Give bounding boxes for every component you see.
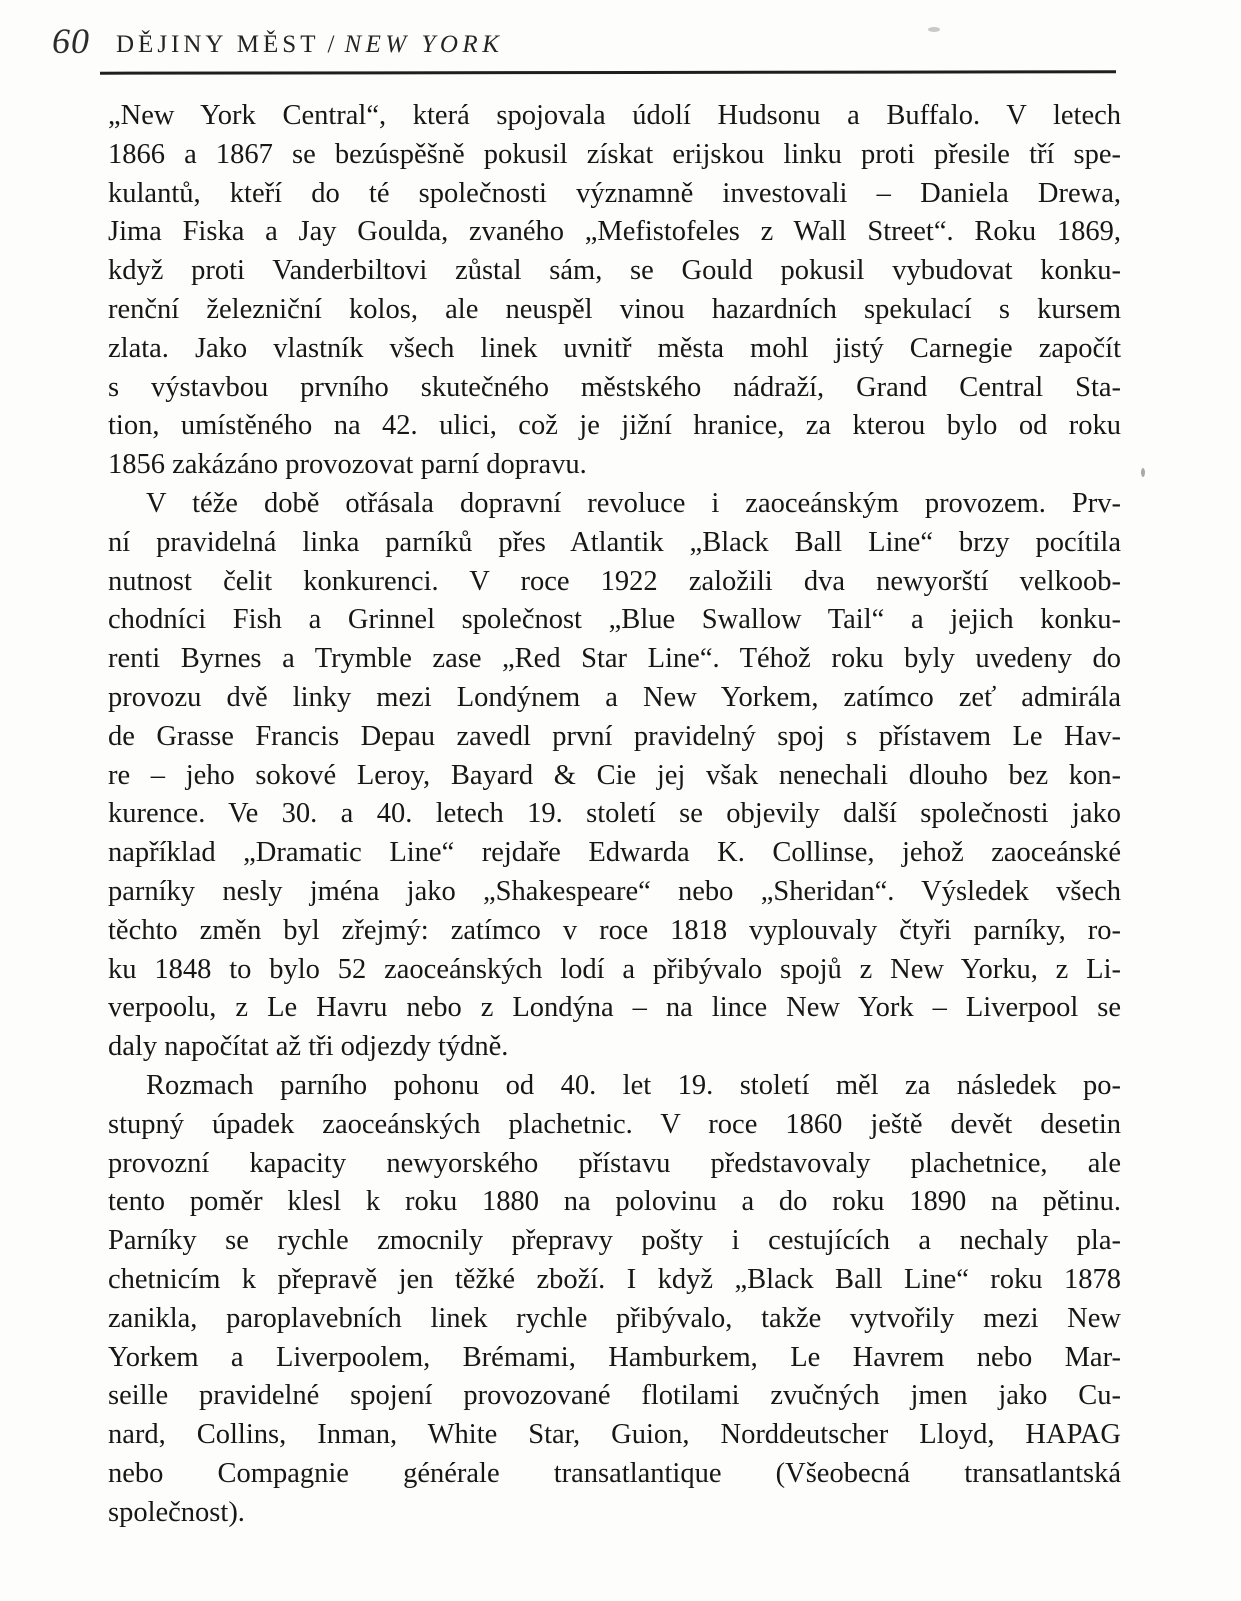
text-line: chodníci Fish a Grinnel společnost „Blue Swallow Tail“ a jejich konku- (108, 604, 1121, 636)
text-line: 1856 zakázáno provozovat parní dopravu. (108, 449, 587, 481)
text-line: ku 1848 to bylo 52 zaoceánských lodí a přibývalo spojů z New Yorku, z Li- (108, 953, 1121, 985)
text-line: seille pravidelné spojení provozované flotilami zvučných jmen jako Cu- (108, 1380, 1121, 1412)
text-line: nutnost čelit konkurenci. V roce 1922 založili dva newyorští velkoob- (108, 565, 1121, 597)
text-line: když proti Vanderbiltovi zůstal sám, se Gould pokusil vybudovat konku- (108, 255, 1121, 287)
running-head (116, 31, 503, 59)
text-line: renti Byrnes a Trymble zase „Red Star Line“. Téhož roku byly uvedeny do (108, 643, 1121, 675)
series-title: DĚJINY MĚST (116, 31, 320, 58)
scan-artifact (928, 27, 940, 32)
text-line: tion, umístěného na 42. ulici, což je jižní hranice, za kterou bylo od roku (108, 410, 1121, 442)
text-line: zlata. Jako vlastník všech linek uvnitř města mohl jistý Carnegie započít (108, 332, 1121, 364)
text-line: Yorkem a Liverpoolem, Brémami, Hamburkem, Le Havrem nebo Mar- (108, 1341, 1121, 1373)
text-line: stupný úpadek zaoceánských plachetnic. V roce 1860 ještě devět desetin (108, 1108, 1121, 1140)
text-line: V téže době otřásala dopravní revoluce i zaoceánským provozem. Prv- (146, 487, 1121, 519)
text-line: 1866 a 1867 se bezúspěšně pokusil získat erijskou linku proti přesile tří spe- (108, 138, 1121, 170)
text-line: provozní kapacity newyorského přístavu představovaly plachetnice, ale (108, 1147, 1121, 1179)
text-line: nebo Compagnie générale transatlantique (Všeobecná transatlantská (108, 1457, 1121, 1489)
book-title: NEW YORK (344, 31, 504, 58)
paragraph (108, 1067, 1121, 1533)
text-line: tento poměr klesl k roku 1880 na polovinu a do roku 1890 na pětinu. (108, 1186, 1121, 1218)
text-line: de Grasse Francis Depau zavedl první pravidelný spoj s přístavem Le Hav- (108, 720, 1121, 752)
text-line: provozu dvě linky mezi Londýnem a New Yorkem, zatímco zeť admirála (108, 681, 1121, 713)
text-line: renční železniční kolos, ale neuspěl vinou hazardních spekulací s kursem (108, 293, 1121, 325)
text-line: verpoolu, z Le Havru nebo z Londýna – na lince New York – Liverpool se (108, 992, 1121, 1024)
header-rule (100, 70, 1116, 74)
text-line: chetnicím k přepravě jen těžké zboží. I když „Black Ball Line“ roku 1878 (108, 1263, 1121, 1295)
text-line: Parníky se rychle zmocnily přepravy pošty i cestujících a nechaly pla- (108, 1225, 1121, 1257)
text-line: kulantů, kteří do té společnosti významně investovali – Daniela Drewa, (108, 177, 1121, 209)
text-line: Rozmach parního pohonu od 40. let 19. století měl za následek po- (146, 1069, 1121, 1101)
text-line: například „Dramatic Line“ rejdaře Edwarda K. Collinse, jehož zaoceánské (108, 837, 1121, 869)
text-line: Jima Fiska a Jay Goulda, zvaného „Mefistofeles z Wall Street“. Roku 1869, (108, 216, 1121, 248)
text-line: s výstavbou prvního skutečného městského nádraží, Grand Central Sta- (108, 371, 1121, 403)
text-line: společnost). (108, 1496, 245, 1528)
text-line: parníky nesly jména jako „Shakespeare“ nebo „Sheridan“. Výsledek všech (108, 875, 1121, 907)
text-line: kurence. Ve 30. a 40. letech 19. století se objevily další společnosti jako (108, 798, 1121, 830)
scan-artifact (1141, 468, 1145, 477)
title-separator: / (327, 31, 339, 58)
text-line: těchto změn byl zřejmý: zatímco v roce 1818 vyplouvaly čtyři parníky, ro- (108, 914, 1121, 946)
text-line: re – jeho sokové Leroy, Bayard & Cie jej však nenechali dlouho bez kon- (108, 759, 1121, 791)
text-line: daly napočítat až tři odjezdy týdně. (108, 1031, 509, 1063)
text-line: „New York Central“, která spojovala údolí Hudsonu a Buffalo. V letech (108, 100, 1121, 131)
text-line: ní pravidelná linka parníků přes Atlantik „Black Ball Line“ brzy pocítila (108, 526, 1121, 558)
paragraph (108, 97, 1121, 485)
text-line: zanikla, paroplavebních linek rychle přibývalo, takže vytvořily mezi New (108, 1302, 1121, 1334)
text-line: nard, Collins, Inman, White Star, Guion, Norddeutscher Lloyd, HAPAG (108, 1419, 1121, 1451)
text-block (108, 97, 1121, 1532)
page-number: 60 (52, 21, 90, 61)
paragraph (108, 485, 1121, 1067)
